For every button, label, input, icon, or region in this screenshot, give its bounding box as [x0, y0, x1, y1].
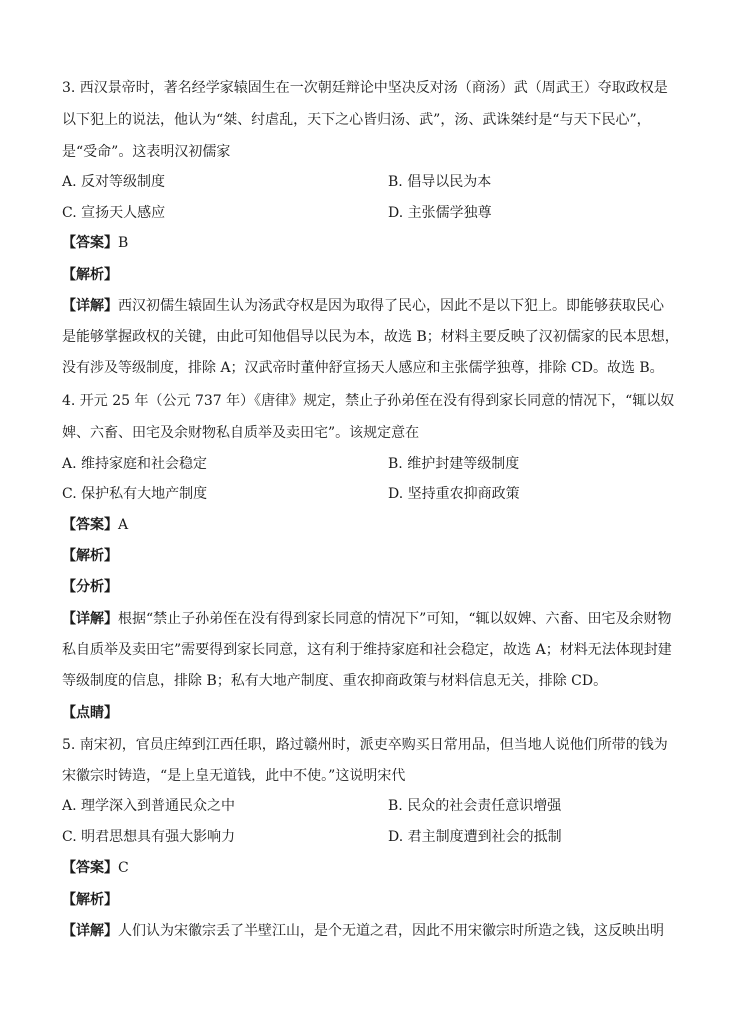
answer-tag: 【答案】 [62, 860, 118, 876]
q4-option-a: A. 维持家庭和社会稳定 [62, 456, 208, 472]
q3-option-b: B. 倡导以民为本 [388, 174, 492, 190]
q4-dianjing [62, 703, 687, 723]
q3-detail-line-2: 是能够掌握政权的关键，由此可知他倡导以民为本，故选 B；材料主要反映了汉初儒家的民本思想， [62, 329, 679, 345]
q3-option-a: A. 反对等级制度 [62, 174, 166, 190]
q4-option-b: B. 维护封建等级制度 [388, 456, 520, 472]
q4-stem-line-2: 婢、六畜、田宅及余财物私自质举及卖田宅”。该规定意在 [62, 425, 420, 441]
q4-fenxi [62, 577, 687, 597]
q4-option-d: D. 坚持重农抑商政策 [388, 486, 520, 502]
q4-analysis [62, 546, 687, 566]
q4-detail-line-1 [62, 609, 687, 629]
q5-stem-line-2: 宋徽宗时铸造，“是上皇无道钱，此中不使。”这说明宋代 [62, 768, 406, 784]
analysis-tag: 【解析】 [62, 548, 118, 564]
detail-tag: 【详解】 [62, 923, 118, 939]
q4-answer [62, 515, 687, 535]
detail-tag: 【详解】 [62, 611, 118, 627]
q4-stem-line-1: 4. 开元 25 年（公元 737 年）《唐律》规定，禁止子孙弟侄在没有得到家长同意的情况下，“辄以奴 [62, 393, 675, 409]
q3-detail-line-3: 没有涉及等级制度，排除 A；汉武帝时董仲舒宣扬天人感应和主张儒学独尊，排除 CD。故选 B。 [62, 360, 664, 376]
q5-analysis [62, 890, 687, 910]
q5-option-d: D. 君主制度遭到社会的抵制 [388, 829, 562, 845]
q3-stem-line-1: 3. 西汉景帝时，著名经学家辕固生在一次朝廷辩论中坚决反对汤（商汤）武（周武王）夺取政权是 [62, 80, 668, 96]
q3-option-d: D. 主张儒学独尊 [388, 205, 492, 221]
q4-option-c: C. 保护私有大地产制度 [62, 486, 208, 502]
q4-detail-line-2: 私自质举及卖田宅”需要得到家长同意，这有利于维持家庭和社会稳定，故选 A；材料无法体现封建 [62, 642, 672, 658]
detail-text: 西汉初儒生辕固生认为汤武夺权是因为取得了民心，因此不是以下犯上。即能够获取民心 [118, 298, 664, 314]
q5-option-c: C. 明君思想具有强大影响力 [62, 829, 236, 845]
q3-option-c: C. 宣扬天人感应 [62, 205, 166, 221]
detail-tag: 【详解】 [62, 298, 118, 314]
answer-tag: 【答案】 [62, 517, 118, 533]
q5-stem-line-1: 5. 南宋初，官员庄绰到江西任职，路过赣州时，派吏卒购买日常用品，但当地人说他们所带的钱为 [62, 737, 668, 753]
fenxi-tag: 【分析】 [62, 579, 118, 595]
q3-analysis [62, 265, 687, 285]
q3-stem-line-3: 是“受命”。这表明汉初儒家 [62, 144, 231, 160]
q3-answer [62, 233, 687, 253]
q5-option-a: A. 理学深入到普通民众之中 [62, 798, 236, 814]
q4-detail-line-3: 等级制度的信息，排除 B；私有大地产制度、重农抑商政策与材料信息无关，排除 CD。 [62, 673, 608, 689]
analysis-tag: 【解析】 [62, 892, 118, 908]
q5-option-b: B. 民众的社会责任意识增强 [388, 798, 562, 814]
q5-answer [62, 858, 687, 878]
analysis-tag: 【解析】 [62, 267, 118, 283]
dianjing-tag: 【点睛】 [62, 705, 118, 721]
answer-value: A [118, 517, 129, 533]
q3-detail-line-1 [62, 296, 687, 316]
answer-value: B [118, 235, 129, 251]
detail-text: 根据“禁止子孙弟侄在没有得到家长同意的情况下”可知，“辄以奴婢、六畜、田宅及余财物 [118, 611, 672, 627]
q5-detail-line-1 [62, 921, 687, 941]
answer-tag: 【答案】 [62, 235, 118, 251]
q3-stem-line-2: 以下犯上的说法，他认为“桀、纣虐乱，天下之心皆归汤、武”，汤、武诛桀纣是“与天下民心”， [62, 112, 651, 128]
detail-text: 人们认为宋徽宗丢了半壁江山，是个无道之君，因此不用宋徽宗时所造之钱，这反映出明 [118, 923, 664, 939]
answer-value: C [118, 860, 129, 876]
